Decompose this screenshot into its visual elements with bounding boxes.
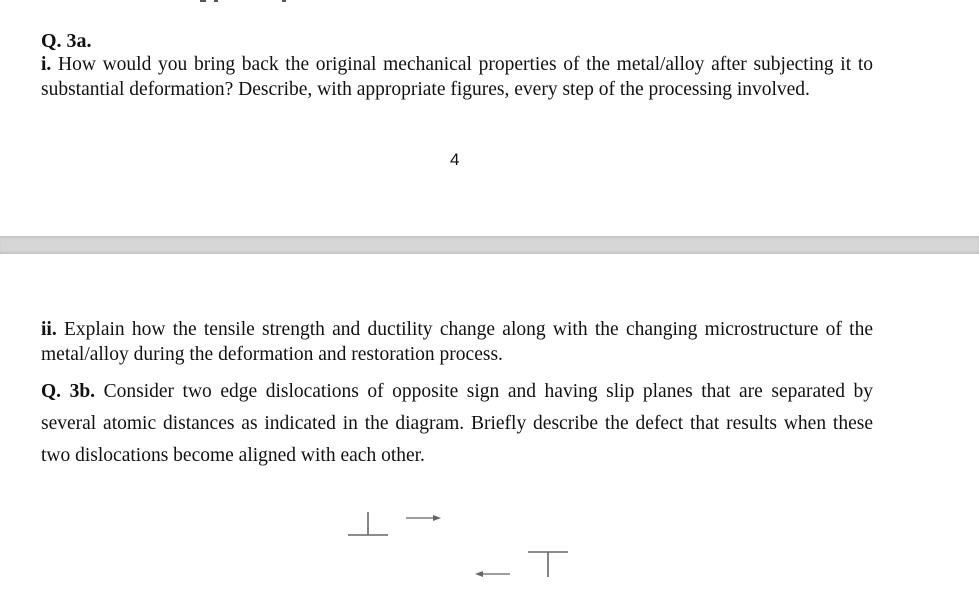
- question-3b: [41, 376, 873, 472]
- arrow-left-icon: [475, 571, 510, 577]
- page-break-gap: [0, 236, 979, 254]
- question-3a-part-ii: [41, 318, 873, 367]
- part-ii-label: ii.: [41, 319, 57, 340]
- part-i-text: How would you bring back the original mechanical properties of the metal/alloy after subjecting it to substantial deformation? Describe, with appropriate figures, every step of the processing involved.: [41, 54, 873, 100]
- part-i-label: i.: [41, 54, 52, 75]
- marks-number: 4: [450, 150, 460, 169]
- part-ii-text: Explain how the tensile strength and ductility change along with the changing microstructure of the metal/alloy during the deformation and restoration process.: [41, 319, 873, 365]
- question-3b-label: Q. 3b.: [41, 381, 96, 402]
- dislocation-diagram: [330, 490, 590, 590]
- cut-off-text-fragment: [200, 0, 320, 3]
- question-3a-part-i: [41, 53, 873, 102]
- arrow-right-icon: [406, 515, 441, 521]
- negative-edge-dislocation-icon: [528, 552, 568, 577]
- question-3a-title: Q. 3a.: [41, 30, 92, 52]
- page-upper: [0, 0, 979, 236]
- question-3b-text: Consider two edge dislocations of opposite sign and having slip planes that are separated by several atomic distances as indicated in the diagram. Briefly describe the defect that results when these two dislocations become aligned with each other.: [41, 381, 874, 466]
- positive-edge-dislocation-icon: [348, 512, 388, 535]
